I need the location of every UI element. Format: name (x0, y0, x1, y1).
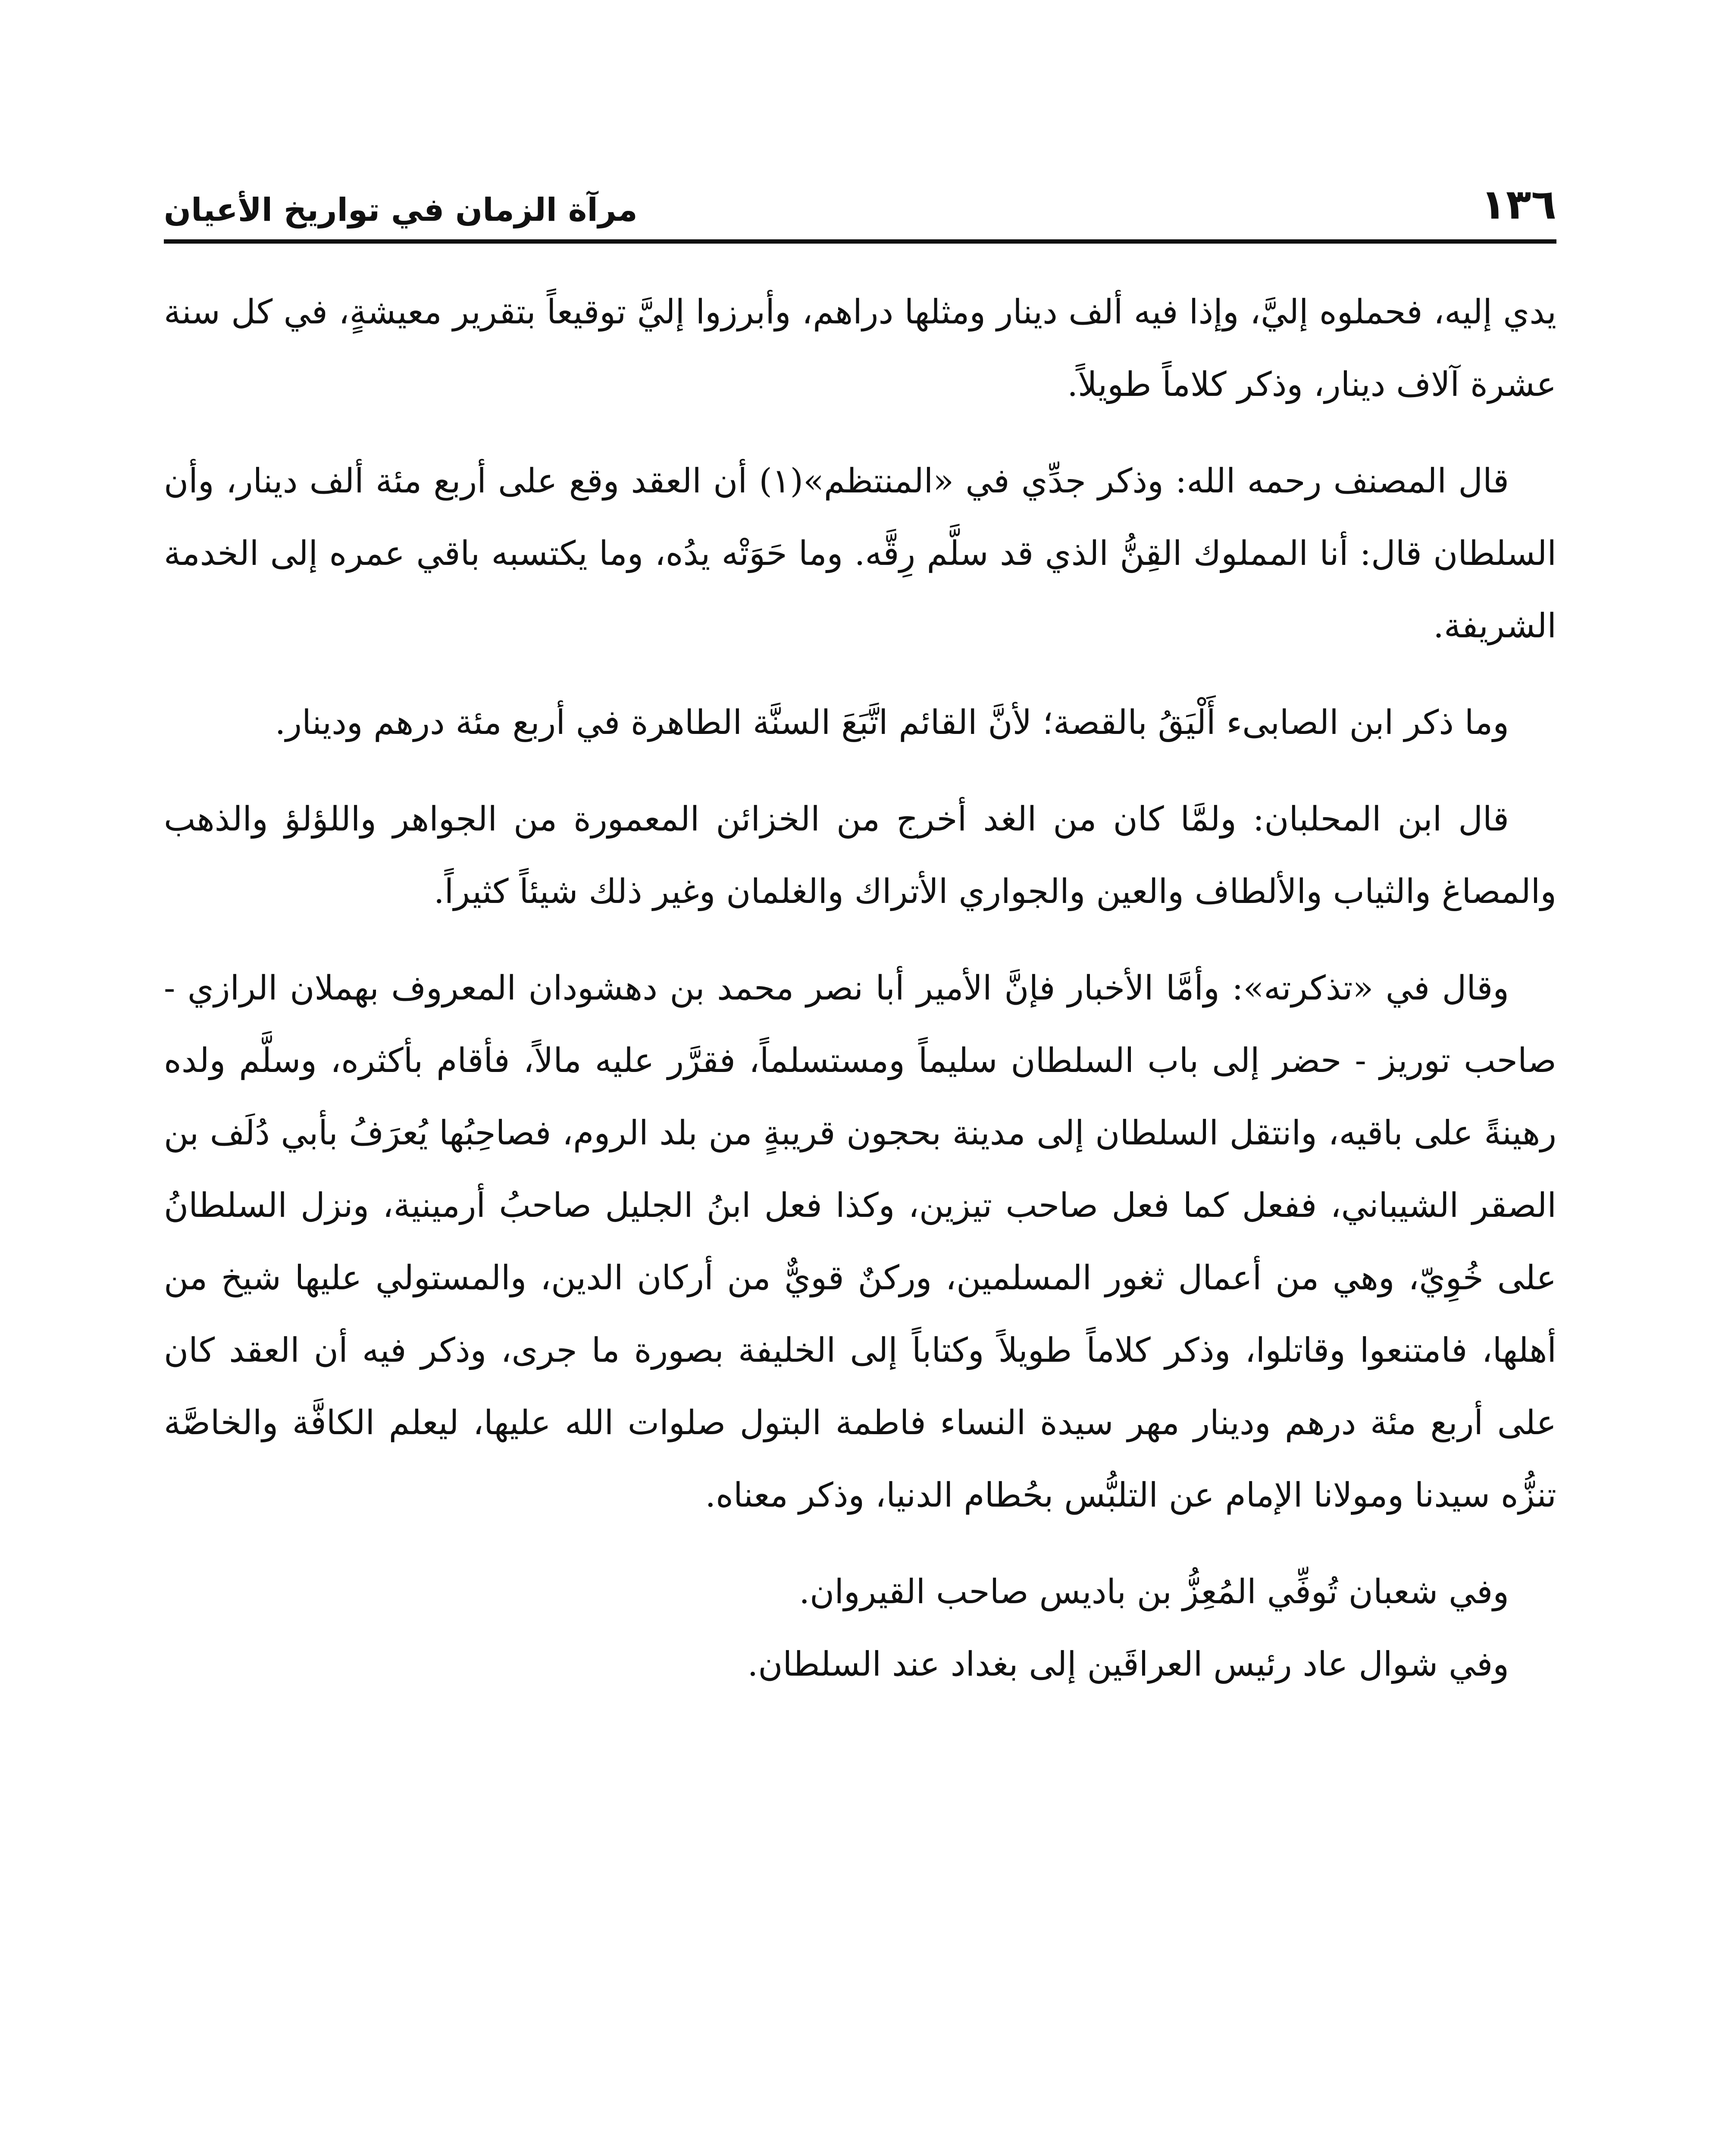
paragraph-7: وفي شوال عاد رئيس العراقَين إلى بغداد عند السلطان. (747, 1645, 1509, 1684)
paragraph-6: وفي شعبان تُوفِّي المُعِزُّ بن باديس صاحب القيروان. (799, 1573, 1509, 1611)
paragraph-5: وقال في «تذكرته»: وأمَّا الأخبار فإنَّ الأمير أبا نصر محمد بن دهشودان المعروف بهملان الرازي - صاحب توريز - حضر إلى باب السلطان سليماً ومستسلماً، فقرَّر عليه مالاً، فأقام بأكثره، وسلَّم ولده رهينةً على باقيه، وانتقل السلطان إلى مدينة بحجون قريبةٍ من بلد الروم، فصاحِبُها يُعرَفُ بأبي دُلَف بن الصقر الشيباني، ففعل كما فعل صاحب تيزين، وكذا فعل ابنُ الجليل صاحبُ أرمينية، ونزل السلطانُ على خُوِيّ، وهي من أعمال ثغور المسلمين، وركنٌ قويٌّ من أركان الدين، والمستولي عليها شيخ من أهلها، فامتنعوا وقاتلوا، وذكر كلاماً طويلاً وكتاباً إلى الخليفة بصورة ما جرى، وذكر فيه أن العقد كان على أربع مئة درهم ودينار مهر سيدة النساء فاطمة البتول صلوات الله عليها، ليعلم الكافَّة والخاصَّة تنزُّه سيدنا ومولانا الإمام عن التلبُّس بحُطام الدنيا، وذكر معناه. (164, 969, 1556, 1515)
running-title: مرآة الزمان في تواريخ الأعيان (164, 191, 638, 229)
page-header (164, 164, 1556, 229)
paragraph-3: وما ذكر ابن الصابىء أَلْيَقُ بالقصة؛ لأنَّ القائم اتَّبَعَ السنَّة الطاهرة في أربع مئة درهم ودينار. (275, 703, 1509, 742)
paragraph-1: يدي إليه، فحملوه إليَّ، وإذا فيه ألف دينار ومثلها دراهم، وأبرزوا إليَّ توقيعاً بتقرير معيشةٍ، في كل سنة عشرة آلاف دينار، وذكر كلاماً طويلاً. (164, 293, 1556, 404)
paragraph-4: قال ابن المحلبان: ولمَّا كان من الغد أخرج من الخزائن المعمورة من الجواهر واللؤلؤ والذهب والمصاغ والثياب والألطاف والعين والجواري الأتراك والغلمان وغير ذلك شيئاً كثيراً. (164, 800, 1556, 911)
main-text (164, 276, 1556, 1725)
paragraph-2: قال المصنف رحمه الله: وذكر جدِّي في «المنتظم»(١) أن العقد وقع على أربع مئة ألف دينار، وأن السلطان قال: أنا المملوك القِنُّ الذي قد سلَّم رِقَّه. وما حَوَتْه يدُه، وما يكتسبه باقي عمره إلى الخدمة الشريفة. (164, 462, 1556, 646)
page-number: ١٣٦ (1481, 180, 1556, 229)
header-divider (164, 239, 1556, 244)
